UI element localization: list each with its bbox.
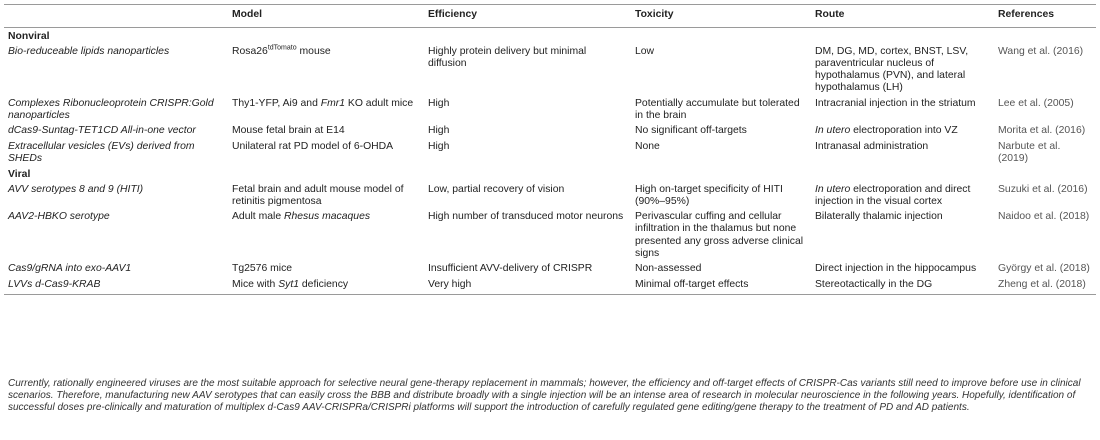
efficiency-cell: Low, partial recovery of vision — [428, 183, 565, 195]
route-cell: Bilaterally thalamic injection — [815, 211, 943, 223]
model-superscript: tdTomato — [267, 44, 297, 52]
table-row — [4, 277, 1096, 295]
model-cell — [228, 44, 424, 96]
efficiency-cell: Insufficient AVV-delivery of CRISPR — [428, 263, 593, 275]
header-row — [4, 5, 1096, 28]
route-cell: Stereotactically in the DG — [811, 277, 994, 295]
route-cell: Intranasal administration — [815, 140, 929, 152]
table-row — [4, 44, 1096, 96]
model-text-suffix: deficiency — [299, 278, 349, 290]
header-toxicity: Toxicity — [631, 5, 811, 28]
reference-cell: Suzuki et al. (2016) — [998, 183, 1088, 195]
table-header — [4, 5, 1096, 28]
method-name: Complexes Ribonucleoprotein CRISPR:Gold nanoparticles — [8, 97, 214, 122]
table-row — [4, 182, 1096, 210]
table-row — [4, 261, 1096, 276]
delivery-methods-table — [4, 4, 1096, 295]
efficiency-cell: Very high — [424, 277, 631, 295]
route-cell — [811, 182, 994, 210]
model-text-italic: Syt1 — [278, 278, 299, 290]
model-cell: Unilateral rat PD model of 6-OHDA — [232, 140, 394, 152]
toxicity-cell: Potentially accumulate but tolerated in the brain — [635, 97, 800, 122]
efficiency-cell: High — [428, 125, 450, 137]
toxicity-cell: Perivascular cuffing and cellular infiltration in the thalamus but none presented any gross adverse clinical signs — [635, 211, 804, 260]
route-text: electroporation and direct injection in the visual cortex — [815, 183, 971, 207]
table-row — [4, 139, 1096, 167]
reference-cell: Zheng et al. (2018) — [994, 277, 1096, 295]
method-name: AAV2-HBKO serotype — [8, 211, 110, 223]
reference-cell: Wang et al. (2016) — [998, 45, 1084, 57]
reference-cell: Lee et al. (2005) — [998, 97, 1074, 109]
table-footnote: Currently, rationally engineered viruses are the most suitable approach for selective neural gene-therapy replacement in mammals; however, the efficiency and off-target effects of CRISPR-Cas variants still need to improve before use in clinical scenarios. Therefore, manufacturing new AAV serotypes that can easily cross the BBB and distribute broadly with a single injection will be an intense area of research in molecular neuroscience in the following years. Hopefully, identification of successful doses pre-clinically and maturation of multiplex d-Cas9 AAV-CRISPRa/CRISPRi platforms will support the introduction of carefully regulated gene editing/gene therapy to the treatment of PD and AD patients. — [8, 378, 1081, 414]
model-cell — [228, 96, 424, 124]
section-label: Nonviral — [8, 31, 50, 43]
model-text-suffix: mouse — [296, 45, 331, 57]
model-cell — [228, 277, 424, 295]
route-cell: Intracranial injection in the striatum — [815, 97, 976, 109]
toxicity-cell: None — [635, 140, 660, 152]
header-method — [4, 5, 228, 28]
route-cell: DM, DG, MD, cortex, BNST, LSV, paraventricular nucleus of hypothalamus (PVN), and lateral hypothalamus (LH) — [815, 45, 969, 94]
header-model: Model — [228, 5, 424, 28]
header-references: References — [994, 5, 1096, 28]
model-text: Mice with — [232, 278, 279, 290]
efficiency-cell: Highly protein delivery but minimal diffusion — [428, 45, 587, 69]
route-text-italic: In utero — [815, 183, 851, 195]
table-row — [4, 209, 1096, 261]
header-route: Route — [811, 5, 994, 28]
table-row — [4, 123, 1096, 138]
reference-cell: Naidoo et al. (2018) — [998, 211, 1090, 223]
route-text: electroporation into VZ — [850, 125, 958, 137]
section-row-viral — [4, 166, 1096, 181]
model-cell: Fetal brain and adult mouse model of retinitis pigmentosa — [232, 183, 404, 207]
efficiency-cell: High — [428, 140, 450, 152]
efficiency-cell: High number of transduced motor neurons — [428, 211, 624, 223]
model-cell: Mouse fetal brain at E14 — [232, 125, 345, 137]
model-text-suffix: KO adult mice — [345, 97, 414, 109]
route-text-italic: In utero — [815, 125, 851, 137]
reference-cell: Morita et al. (2016) — [998, 125, 1086, 137]
toxicity-cell: Low — [635, 45, 655, 57]
method-name: Bio-reduceable lipids nanoparticles — [8, 45, 170, 57]
route-cell: Direct injection in the hippocampus — [815, 263, 977, 275]
toxicity-cell: Non-assessed — [635, 263, 702, 275]
model-cell: Tg2576 mice — [232, 263, 293, 275]
model-text-italic: Rhesus macaques — [283, 211, 371, 223]
table-body — [4, 28, 1096, 295]
method-name: AVV serotypes 8 and 9 (HITI) — [8, 183, 144, 195]
route-cell — [811, 123, 994, 138]
section-label: Viral — [8, 169, 31, 181]
section-row-nonviral — [4, 28, 1096, 44]
method-name: LVVs d-Cas9-KRAB — [4, 277, 228, 295]
method-name: Extracellular vesicles (EVs) derived from SHEDs — [8, 140, 195, 164]
method-name: dCas9-Suntag-TET1CD All-in-one vector — [8, 125, 196, 137]
model-text: Rosa26 — [232, 45, 268, 57]
reference-cell: Narbute et al. (2019) — [998, 140, 1061, 164]
reference-cell: György et al. (2018) — [998, 263, 1090, 275]
model-text: Adult male — [232, 211, 284, 223]
method-name: Cas9/gRNA into exo-AAV1 — [8, 263, 132, 275]
model-text: Thy1-YFP, Ai9 and — [232, 97, 321, 109]
model-text-italic: Fmr1 — [320, 97, 346, 109]
toxicity-cell: Minimal off-target effects — [631, 277, 811, 295]
toxicity-cell: No significant off-targets — [635, 125, 747, 137]
model-cell — [228, 209, 424, 261]
efficiency-cell: High — [428, 97, 450, 109]
table-row — [4, 96, 1096, 124]
header-efficiency: Efficiency — [424, 5, 631, 28]
toxicity-cell: High on-target specificity of HITI (90%–95%) — [635, 183, 783, 207]
